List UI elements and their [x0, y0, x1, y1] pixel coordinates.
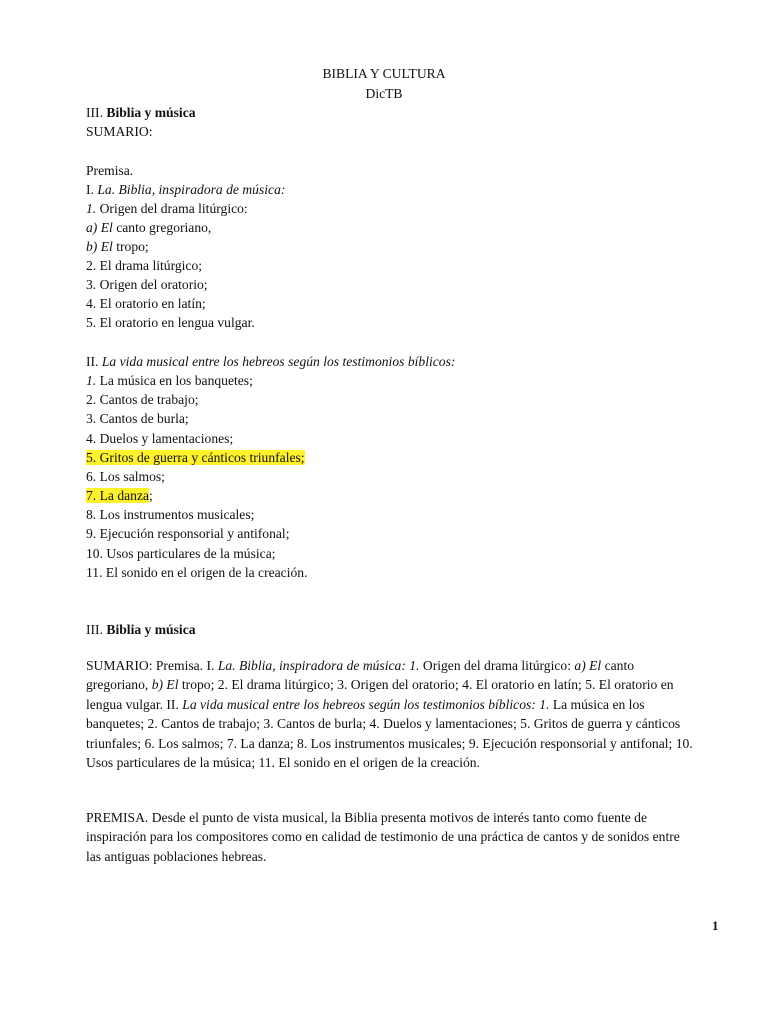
list-item — [86, 467, 165, 486]
summary-text-italic: La. Biblia, inspiradora de música: 1. — [217, 658, 420, 673]
list-item — [86, 563, 307, 582]
list-item — [86, 544, 276, 563]
list-item-number: a) El — [86, 220, 113, 235]
premisa-paragraph-label: PREMISA. — [86, 810, 149, 825]
list-item — [86, 294, 206, 313]
section-heading-repeat — [86, 620, 196, 639]
list-item-text: Los salmos; — [99, 469, 165, 484]
summary-text: Origen del drama litúrgico: — [422, 658, 571, 673]
section-title: Biblia y música — [106, 622, 196, 637]
list-item-text: El sonido en el origen de la creación. — [105, 565, 308, 580]
list-item — [86, 313, 255, 332]
part2-number: II. — [86, 354, 99, 369]
list-item-text: Cantos de burla; — [99, 411, 189, 426]
list-item — [86, 237, 149, 256]
list-item-tail: ; — [149, 488, 153, 503]
list-item-number: 6. — [86, 469, 97, 484]
list-item-text: Los instrumentos musicales; — [99, 507, 255, 522]
list-item — [86, 218, 211, 237]
section-heading — [86, 103, 196, 122]
list-item — [86, 524, 289, 543]
list-item-number: 7. — [86, 488, 97, 503]
list-item-number: 1. — [86, 373, 97, 388]
document-title: BIBLIA Y CULTURA — [322, 66, 446, 81]
summary-text-italic: La vida musical entre los hebreos según los testimonios bíblicos: 1. — [182, 696, 550, 712]
summary-paragraph — [86, 656, 698, 772]
list-item-number: 4. — [86, 296, 97, 311]
list-item-text: El oratorio en latín; — [99, 296, 206, 311]
list-item-text: Origen del oratorio; — [99, 277, 208, 292]
list-item-number: 3. — [86, 411, 97, 426]
list-item-text: tropo; — [116, 239, 149, 254]
list-item-text: Origen del drama litúrgico: — [99, 201, 248, 216]
part1-number: I. — [86, 182, 94, 197]
list-item-number: 8. — [86, 507, 97, 522]
list-item-highlighted — [86, 448, 305, 467]
part2-title: La vida musical entre los hebreos según los testimonios bíblicos: — [101, 354, 456, 369]
summary-text-italic: b) El — [151, 677, 179, 693]
part2-heading — [86, 352, 455, 371]
summary-label: SUMARIO: — [86, 124, 153, 139]
section-number: III. — [86, 622, 103, 637]
list-item-number: 5. — [86, 315, 97, 330]
part1-heading — [86, 180, 285, 199]
summary-text-italic: a) El — [574, 658, 602, 673]
list-item-number: 9. — [86, 526, 97, 541]
premisa-paragraph — [86, 808, 698, 866]
list-item-number: 5. — [86, 450, 97, 465]
list-item-highlighted — [86, 486, 153, 505]
highlight-mark — [86, 450, 305, 465]
list-item-text: El oratorio en lengua vulgar. — [99, 315, 255, 330]
list-item — [86, 390, 199, 409]
list-item-text: La música en los banquetes; — [99, 373, 253, 388]
summary-paragraph-label: SUMARIO: — [86, 658, 153, 673]
list-item-number: 11. — [86, 565, 103, 580]
list-item-text: canto gregoriano, — [116, 220, 212, 235]
list-item-number: 2. — [86, 392, 97, 407]
summary-text: canto gregoriano, — [86, 658, 635, 693]
list-item-number: 2. — [86, 258, 97, 273]
list-item-text: El drama litúrgico; — [99, 258, 203, 273]
highlight-mark — [86, 488, 149, 503]
list-item — [86, 199, 248, 218]
part1-title: La. Biblia, inspiradora de música: — [97, 182, 286, 197]
summary-text: Premisa. I. — [155, 658, 215, 673]
list-item-number: b) El — [86, 239, 113, 254]
list-item-number: 10. — [86, 546, 103, 561]
list-item — [86, 275, 208, 294]
list-item-number: 3. — [86, 277, 97, 292]
premisa-paragraph-text: Desde el punto de vista musical, la Biblia presenta motivos de interés tanto como fuente de inspiración para los compositores como en calidad de testimonio de una práctica de cantos y de sonidos entre las antiguas poblaciones hebreas. — [86, 810, 680, 864]
list-item — [86, 429, 233, 448]
list-item-number: 1. — [86, 201, 97, 216]
premisa-label: Premisa. — [86, 163, 134, 178]
section-number: III. — [86, 105, 103, 120]
summary-text: La música en los banquetes; 2. Cantos de trabajo; 3. Cantos de burla; 4. Duelos y lamentaciones; 5. Gritos de guerra y cánticos triunfales; 6. Los salmos; 7. La danza; 8. Los instrumentos musicales; 9. Ejecución responsorial y antifonal; 10. Usos particulares de la música; 11. El sonido en el origen de la creación. — [86, 696, 693, 771]
list-item — [86, 256, 202, 275]
document-subtitle: DicTB — [365, 86, 403, 101]
section-title: Biblia y música — [106, 105, 196, 120]
list-item — [86, 409, 189, 428]
list-item-text: Gritos de guerra y cánticos triunfales; — [99, 450, 305, 465]
list-item-text: Cantos de trabajo; — [99, 392, 199, 407]
list-item-text: Ejecución responsorial y antifonal; — [99, 526, 290, 541]
list-item-text: Duelos y lamentaciones; — [99, 431, 234, 446]
page-number: 1 — [712, 918, 719, 933]
list-item-text: La danza — [99, 488, 150, 503]
list-item-text: Usos particulares de la música; — [106, 546, 276, 561]
summary-text: tropo; 2. El drama litúrgico; 3. Origen del oratorio; 4. El oratorio en latín; 5. El oratorio en lengua vulgar. II. — [86, 677, 674, 712]
list-item — [86, 371, 253, 390]
list-item — [86, 505, 254, 524]
list-item-number: 4. — [86, 431, 97, 446]
